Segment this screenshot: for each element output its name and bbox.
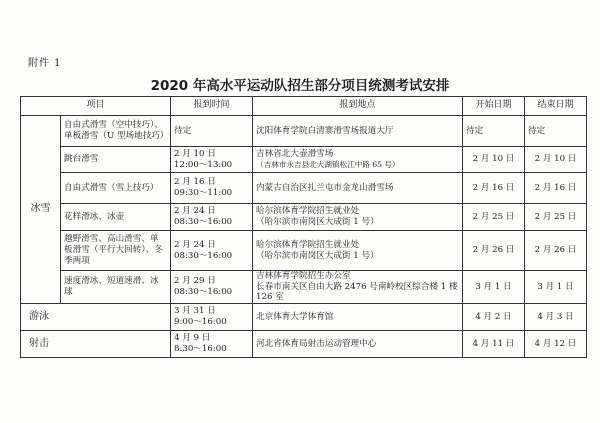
report-time-cell <box>171 304 253 331</box>
header-event: 项目 <box>21 97 171 116</box>
event-cell: 速度滑冰、短道速滑、冰球 <box>61 271 171 304</box>
start-date-cell: 2 月 25 日 <box>463 204 525 231</box>
place-line: 吉林体育学院招生办公室 <box>256 271 351 281</box>
event-cell: 自由式滑雪（雪上技巧） <box>61 173 171 204</box>
place-line: 哈尔滨体育学院招生就业处 <box>256 239 360 250</box>
report-place-cell <box>253 147 463 173</box>
place-address: （哈尔滨市南岗区大成街 1 号） <box>256 250 379 261</box>
event-cell: 跳台滑雪 <box>61 147 171 173</box>
header-report-place: 报到地点 <box>253 97 463 116</box>
place-address: （吉林市永吉县北大湖镇松江中路 65 号） <box>256 160 400 170</box>
report-place-cell <box>253 331 463 358</box>
report-place-cell <box>253 231 463 271</box>
place-line: 哈尔滨体育学院招生就业处 <box>256 206 360 217</box>
report-hours: 08:30～16:00 <box>174 217 233 227</box>
start-date-cell: 4 月 2 日 <box>463 304 525 331</box>
header-start-date: 开始日期 <box>463 97 525 116</box>
end-date-cell: 待定 <box>525 116 587 147</box>
table-row <box>21 304 587 331</box>
start-date-cell: 2 月 16 日 <box>463 173 525 204</box>
report-place-cell <box>253 173 463 204</box>
attachment-label: 附件 1 <box>28 58 62 69</box>
report-time-cell <box>171 331 253 358</box>
schedule-table <box>20 96 587 358</box>
event-cell: 花样滑冰、冰壶 <box>61 204 171 231</box>
report-time-cell <box>171 147 253 173</box>
header-end-date: 结束日期 <box>525 97 587 116</box>
table-row <box>21 231 587 271</box>
report-hours: 08:30～16:00 <box>174 250 233 261</box>
table-row <box>21 271 587 304</box>
report-place-cell <box>253 116 463 147</box>
report-date: 2 月 10 日 <box>174 148 216 159</box>
place-address: （哈尔滨市南岗区大成街 1 号） <box>256 217 379 227</box>
table-row <box>21 147 587 173</box>
report-date: 2 月 24 日 <box>174 206 216 217</box>
report-date: 2 月 29 日 <box>174 276 216 287</box>
report-time-cell <box>171 271 253 304</box>
end-date-cell: 2 月 26 日 <box>525 231 587 271</box>
end-date-cell: 4 月 12 日 <box>525 331 587 358</box>
report-date: 2 月 24 日 <box>174 239 216 250</box>
report-hours: 09:30～11:00 <box>174 188 233 198</box>
table-row <box>21 173 587 204</box>
end-date-cell: 2 月 25 日 <box>525 204 587 231</box>
event-cell: 越野滑雪、高山滑雪、单板滑雪（平行大回转）、冬季两项 <box>61 231 171 271</box>
place-line: 沈阳体育学院白清寨滑雪场报道大厅 <box>256 125 394 136</box>
report-date: 3 月 31 日 <box>174 306 216 317</box>
table-row <box>21 116 587 147</box>
report-time-cell <box>171 204 253 231</box>
start-date-cell: 2 月 26 日 <box>463 231 525 271</box>
place-line: 北京体育大学体育馆 <box>256 311 334 322</box>
report-date: 待定 <box>174 125 192 136</box>
place-line: 吉林省北大壶滑雪场 <box>256 149 334 160</box>
place-line: 河北省体育局射击运动管理中心 <box>256 338 377 349</box>
report-place-cell <box>253 304 463 331</box>
report-time-cell <box>171 231 253 271</box>
event-cell: 自由式滑雪（空中技巧）、单板滑雪（U 型场地技巧） <box>61 116 171 147</box>
report-place-cell <box>253 271 463 304</box>
report-hours: 8:30～16:00 <box>174 344 227 355</box>
report-time-cell <box>171 116 253 147</box>
table-header-row <box>21 97 587 116</box>
start-date-cell: 待定 <box>463 116 525 147</box>
start-date-cell: 2 月 10 日 <box>463 147 525 173</box>
report-date: 4 月 9 日 <box>174 333 211 344</box>
report-date: 2 月 16 日 <box>174 177 216 188</box>
end-date-cell: 4 月 3 日 <box>525 304 587 331</box>
report-hours: 12:00～13:00 <box>174 159 233 170</box>
category-shooting: 射击 <box>21 331 171 358</box>
start-date-cell: 3 月 1 日 <box>463 271 525 304</box>
end-date-cell: 2 月 10 日 <box>525 147 587 173</box>
end-date-cell: 2 月 16 日 <box>525 173 587 204</box>
category-winter: 冰雪 <box>21 116 61 304</box>
end-date-cell: 3 月 1 日 <box>525 271 587 304</box>
category-swimming: 游泳 <box>21 304 171 331</box>
report-time-cell <box>171 173 253 204</box>
report-place-cell <box>253 204 463 231</box>
report-hours: 08:30～16:00 <box>174 287 233 298</box>
document-title: 2020 年高水平运动队招生部分项目统测考试安排 <box>150 78 450 94</box>
table-row <box>21 204 587 231</box>
table-row <box>21 331 587 358</box>
report-hours: 9:00～16:00 <box>174 317 227 328</box>
header-report-time: 报到时间 <box>171 97 253 116</box>
start-date-cell: 4 月 11 日 <box>463 331 525 358</box>
place-address: 长春市南关区自由大路 2476 号南岭校区综合楼 1 楼 126 室 <box>256 281 458 303</box>
place-line: 内蒙古自治区扎兰屯市金龙山滑雪场 <box>256 182 394 193</box>
